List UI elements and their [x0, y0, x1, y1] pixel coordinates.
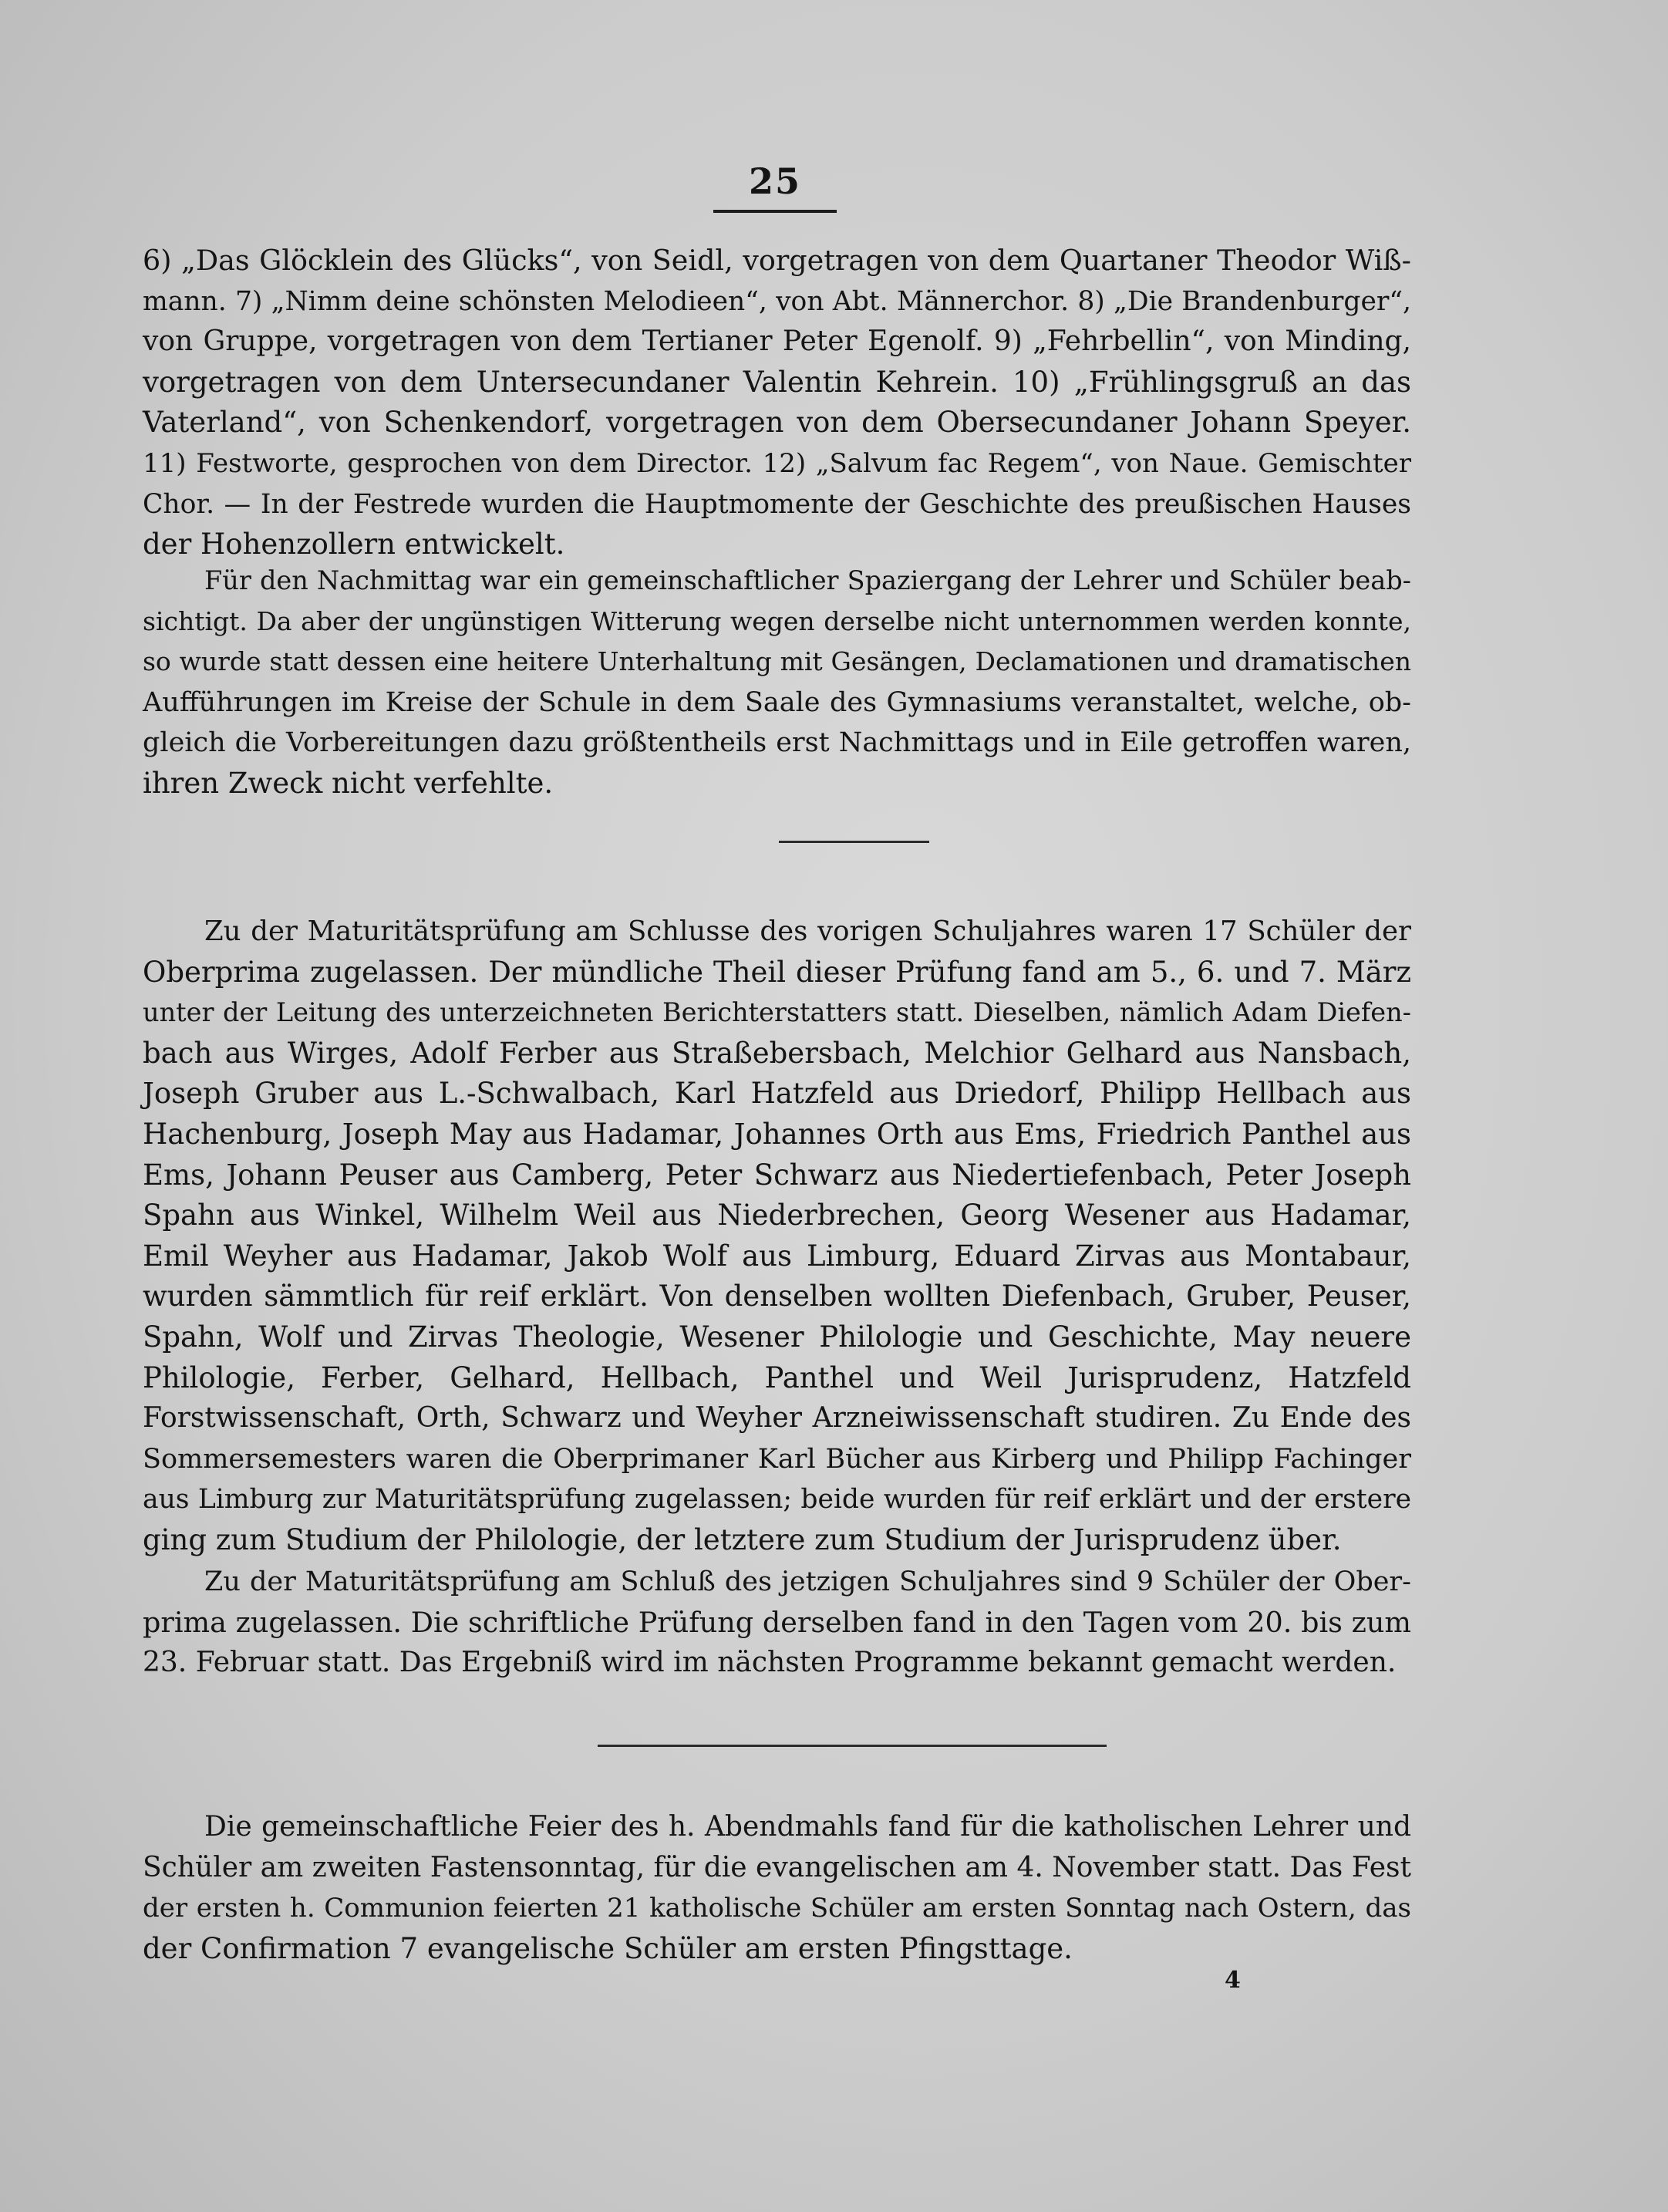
text-line: Schüler am zweiten Fastensonntag, für die evangelischen am 4. November statt. Das Fest [143, 1851, 1411, 1883]
text-line: Zu der Maturitätsprüfung am Schlusse des vorigen Schuljahres waren 17 Schüler der [204, 915, 1411, 947]
text-line: Spahn, Wolf und Zirvas Theologie, Wesener Philologie und Geschichte, May neuere [143, 1320, 1411, 1354]
text-line: 6) „Das Glöcklein des Glücks“, von Seidl, vorgetragen von dem Quartaner Theodor Wiß- [143, 244, 1411, 277]
program-list-paragraph [143, 241, 1411, 565]
text-line: Chor. — In der Festrede wurden die Hauptmomente der Geschichte des preußischen Hauses [143, 488, 1411, 520]
text-line: bach aus Wirges, Adolf Ferber aus Straßebersbach, Melchior Gelhard aus Nansbach, [143, 1036, 1411, 1070]
text-line: aus Limburg zur Maturitätsprüfung zugelassen; beide wurden für reif erklärt und der erstere [143, 1484, 1411, 1516]
text-line: ging zum Studium der Philologie, der letztere zum Studium der Jurisprudenz über. [143, 1522, 1342, 1556]
text-line: Für den Nachmittag war ein gemeinschaftlicher Spaziergang der Lehrer und Schüler beab- [204, 565, 1411, 595]
text-line: Forstwissenschaft, Orth, Schwarz und Weyher Arzneiwissenschaft studiren. Zu Ende des [143, 1402, 1411, 1435]
section-divider [779, 841, 929, 843]
text-line: Die gemeinschaftliche Feier des h. Abendmahls fand für die katholischen Lehrer und [204, 1811, 1411, 1843]
text-line: von Gruppe, vorgetragen von dem Tertianer Peter Egenolf. 9) „Fehrbellin“, von Minding, [143, 325, 1411, 358]
text-line: 23. Februar statt. Das Ergebniß wird im nächsten Programme bekannt gemacht werden. [143, 1647, 1397, 1679]
text-line: Hachenburg, Joseph May aus Hadamar, Johannes Orth aus Ems, Friedrich Panthel aus [143, 1117, 1411, 1151]
text-line: unter der Leitung des unterzeichneten Berichterstatters statt. Dieselben, nämlich Adam Diefen- [143, 997, 1411, 1028]
text-line: Philologie, Ferber, Gelhard, Hellbach, Panthel und Weil Jurisprudenz, Hatzfeld [143, 1361, 1411, 1394]
text-line: der Confirmation 7 evangelische Schüler am ersten Pfingsttage. [143, 1931, 1073, 1965]
text-line: Vaterland“, von Schenkendorf, vorgetragen von dem Obersecundaner Johann Speyer. [143, 406, 1411, 440]
text-line: mann. 7) „Nimm deine schönsten Melodieen“, von Abt. Männerchor. 8) „Die Brandenburger“, [143, 285, 1411, 317]
text-line: ihren Zweck nicht verfehlte. [143, 766, 554, 800]
text-line: prima zugelassen. Die schriftliche Prüfung derselben fand in den Tagen vom 20. bis zum [143, 1605, 1411, 1639]
text-line: Oberprima zugelassen. Der mündliche Theil dieser Prüfung fand am 5., 6. und 7. März [143, 955, 1411, 989]
text-line: Zu der Maturitätsprüfung am Schluß des jetzigen Schuljahres sind 9 Schüler der Ober- [204, 1566, 1411, 1597]
text-line: Sommersemesters waren die Oberprimaner Karl Bücher aus Kirberg und Philipp Fachinger [143, 1443, 1411, 1475]
text-line: wurden sämmtlich für reif erklärt. Von denselben wollten Diefenbach, Gruber, Peuser, [143, 1280, 1411, 1313]
signature-mark: 4 [1225, 1967, 1241, 1994]
text-line: so wurde statt dessen eine heitere Unterhaltung mit Gesängen, Declamationen und dramatischen [143, 646, 1411, 677]
text-line: Aufführungen im Kreise der Schule in dem Saale des Gymnasiums veranstaltet, welche, ob- [143, 686, 1411, 718]
maturity-exam-current-paragraph [143, 1562, 1411, 1684]
page-number-underline [713, 210, 837, 213]
text-line: der Hohenzollern entwickelt. [143, 528, 565, 561]
text-line: Spahn aus Winkel, Wilhelm Weil aus Niederbrechen, Georg Wesener aus Hadamar, [143, 1199, 1411, 1232]
text-line: 11) Festworte, gesprochen von dem Director. 12) „Salvum fac Regem“, von Naue. Gemischter [143, 447, 1411, 479]
section-divider [598, 1745, 1107, 1747]
communion-paragraph [143, 1807, 1411, 1969]
text-line: Joseph Gruber aus L.-Schwalbach, Karl Hatzfeld aus Driedorf, Philipp Hellbach aus [143, 1077, 1411, 1111]
text-line: Emil Weyher aus Hadamar, Jakob Wolf aus Limburg, Eduard Zirvas aus Montabaur, [143, 1239, 1411, 1273]
afternoon-paragraph [143, 561, 1411, 804]
text-line: gleich die Vorbereitungen dazu größtentheils erst Nachmittags und in Eile getroffen waren, [143, 727, 1411, 759]
text-line: sichtigt. Da aber der ungünstigen Witterung wegen derselbe nicht unternommen werden konnte, [143, 605, 1411, 636]
text-line: vorgetragen von dem Untersecundaner Valentin Kehrein. 10) „Frühlingsgruß an das [143, 365, 1411, 399]
maturity-exam-previous-paragraph [143, 912, 1411, 1561]
text-line: Ems, Johann Peuser aus Camberg, Peter Schwarz aus Niedertiefenbach, Peter Joseph [143, 1158, 1411, 1192]
page-number: 25 [748, 160, 801, 202]
text-line: der ersten h. Communion feierten 21 katholische Schüler am ersten Sonntag nach Ostern, das [143, 1893, 1411, 1924]
